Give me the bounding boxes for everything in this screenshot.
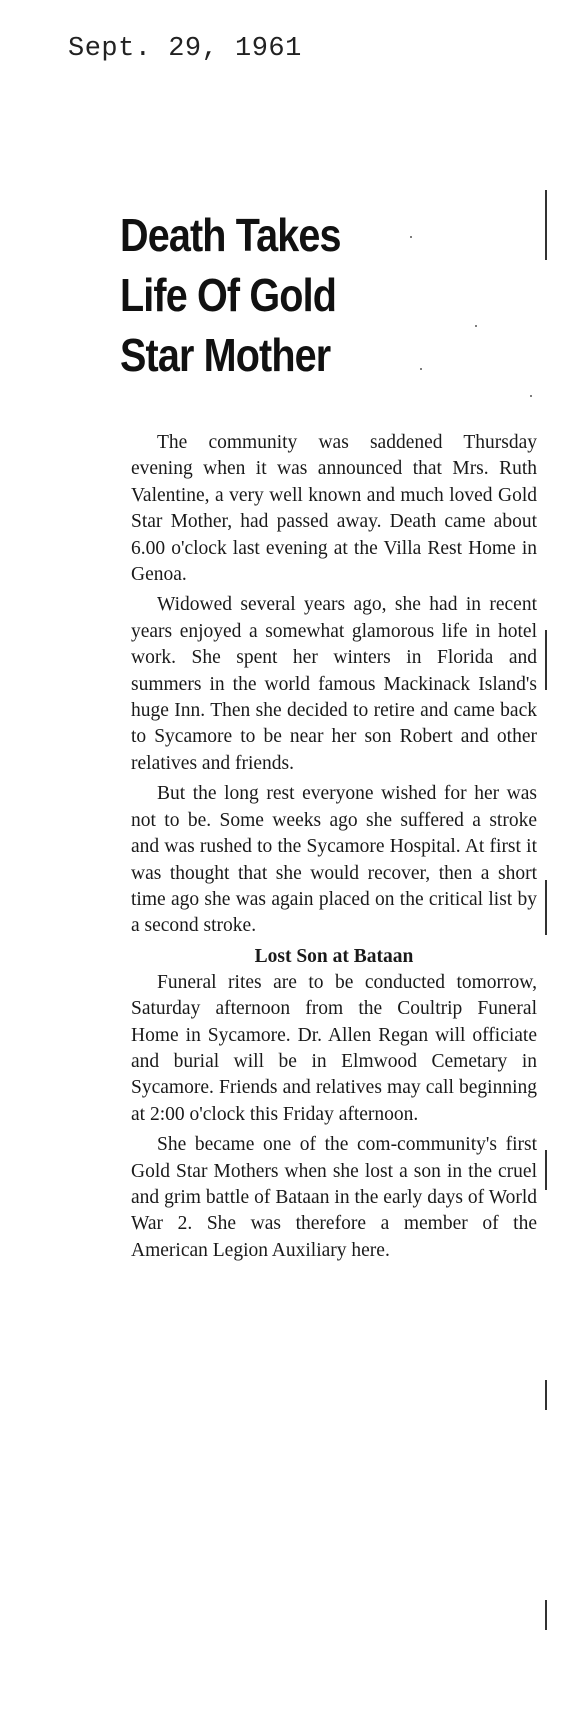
print-speck [475,325,477,327]
paragraph: Funeral rites are to be conducted tomorrow, Saturday afternoon from the Coultrip Funeral Home in Sycamore. Dr. Allen Regan will officiate and burial will be in Elmwood Cemetary in Sycamore. Friends and relatives may call beginning at 2:00 o'clock this Friday afternoon. [131,971,537,1125]
headline-line: Death Takes [120,209,341,261]
article-body [131,430,537,1268]
paragraph: Widowed several years ago, she had in recent years enjoyed a somewhat glamorous life in hotel work. She spent her winters in Florida and summers in the world famous Mackinack Island's huge Inn. Then she decided to retire and came back to Sycamore to be near her son Robert and other relatives and friends. [131,594,537,774]
print-speck [420,368,422,370]
headline-line: Life Of Gold [120,269,337,321]
column-rule [545,1150,547,1190]
column-rule [545,630,547,690]
headline-line: Star Mother [120,329,331,381]
print-speck [410,236,412,238]
dateline: Sept. 29, 1961 [68,34,302,64]
column-rule [545,190,547,260]
paragraph: The community was saddened Thursday evening when it was announced that Mrs. Ruth Valentine, a very well known and much loved Gold Star Mother, had passed away. Death came about 6.00 o'clock last evening at the Villa Rest Home in Genoa. [131,432,537,586]
subheading: Lost Son at Bataan [254,945,414,967]
column-rule [545,1380,547,1410]
headline [120,205,430,385]
print-speck [530,395,532,397]
article-clipping [120,205,540,385]
paragraph: But the long rest everyone wished for her was not to be. Some weeks ago she suffered a stroke and was rushed to the Sycamore Hospital. At first it was thought that she would recover, then a short time ago she was again placed on the critical list by a second stroke. [131,783,537,937]
column-rule [545,880,547,935]
column-rule [545,1600,547,1630]
paragraph: She became one of the com-community's first Gold Star Mothers when she lost a son in the cruel and grim battle of Bataan in the early days of World War 2. She was therefore a member of the American Legion Auxiliary here. [131,1134,537,1261]
